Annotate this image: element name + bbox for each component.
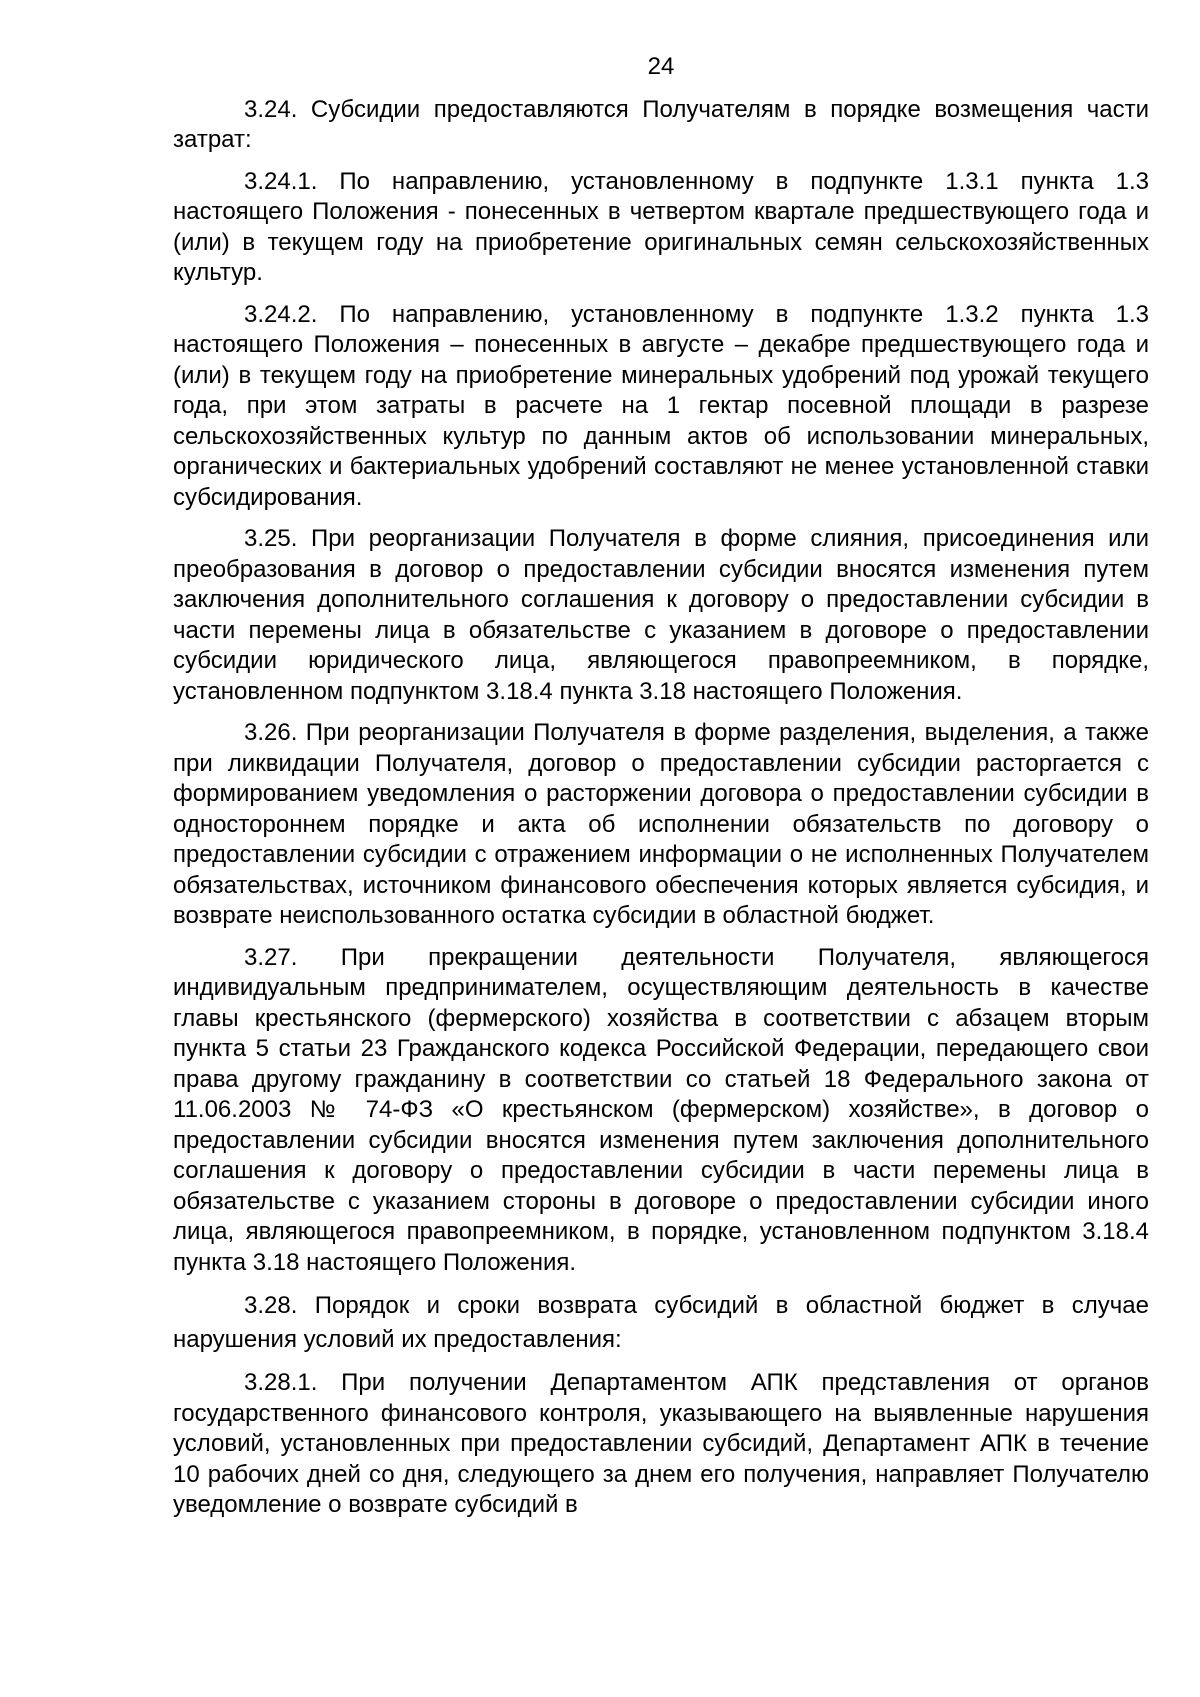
page-number: 24 xyxy=(647,53,675,80)
paragraph-3-24-2: 3.24.2. По направлению, установленному в подпункте 1.3.2 пункта 1.3 настоящего Положения – понесенных в августе – декабре предшествующего года и (или) в текущем году на приобретение минеральных удобрений под урожай текущего года, при этом затраты в расчете на 1 гектар посевной площади в разрезе сельскохозяйственных культур по данным актов об использовании минеральных, органических и бактериальных удобрений составляют не менее установленной ставки субсидирования. xyxy=(173,300,1149,511)
paragraph-3-27: 3.27. При прекращении деятельности Получателя, являющегося индивидуальным предпринимателем, осуществляющим деятельность в качестве главы крестьянского (фермерского) хозяйства в соответствии с абзацем вторым пункта 5 статьи 23 Гражданского кодекса Российской Федерации, передающего свои права другому гражданину в соответствии со статьей 18 Федерального закона от 11.06.2003 № 74-ФЗ «О крестьянском (фермерском) хозяйстве», в договор о предоставлении субсидии вносятся изменения путем заключения дополнительного соглашения к договору о предоставлении субсидии в части перемены лица в обязательстве с указанием стороны в договоре о предоставлении субсидии иного лица, являющегося правопреемником, в порядке, установленном подпунктом 3.18.4 пункта 3.18 настоящего Положения. xyxy=(173,943,1149,1276)
paragraph-3-28: 3.28. Порядок и сроки возврата субсидий в областной бюджет в случае нарушения условий их предоставления: xyxy=(173,1292,1149,1353)
paragraph-3-26: 3.26. При реорганизации Получателя в форме разделения, выделения, а также при ликвидации Получателя, договор о предоставлении субсидии расторгается с формированием уведомления о расторжении договора о предоставлении субсидии в одностороннем порядке и акта об исполнении обязательств по договору о предоставлении субсидии с отражением информации о не исполненных Получателем обязательствах, источником финансового обеспечения которых является субсидия, и возврате неиспользованного остатка субсидии в областной бюджет. xyxy=(173,719,1149,929)
paragraph-3-24-1: 3.24.1. По направлению, установленному в подпункте 1.3.1 пункта 1.3 настоящего Положения - понесенных в четвертом квартале предшествующего года и (или) в текущем году на приобретение оригинальных семян сельскохозяйственных культур. xyxy=(173,167,1149,286)
paragraph-3-25: 3.25. При реорганизации Получателя в форме слияния, присоединения или преобразования в договор о предоставлении субсидии вносятся изменения путем заключения дополнительного соглашения к договору о предоставлении субсидии в части перемены лица в обязательстве с указанием в договоре о предоставлении субсидии юридического лица, являющегося правопреемником, в порядке, установленном подпунктом 3.18.4 пункта 3.18 настоящего Положения. xyxy=(173,525,1149,705)
paragraph-3-24: 3.24. Субсидии предоставляются Получателям в порядке возмещения части затрат: xyxy=(173,95,1149,153)
paragraph-3-28-1: 3.28.1. При получении Департаментом АПК представления от органов государственного финансового контроля, указывающего на выявленные нарушения условий, установленных при предоставлении субсидий, Департамент АПК в течение 10 рабочих дней со дня, следующего за днем его получения, направляет Получателю уведомление о возврате субсидий в xyxy=(173,1369,1149,1518)
